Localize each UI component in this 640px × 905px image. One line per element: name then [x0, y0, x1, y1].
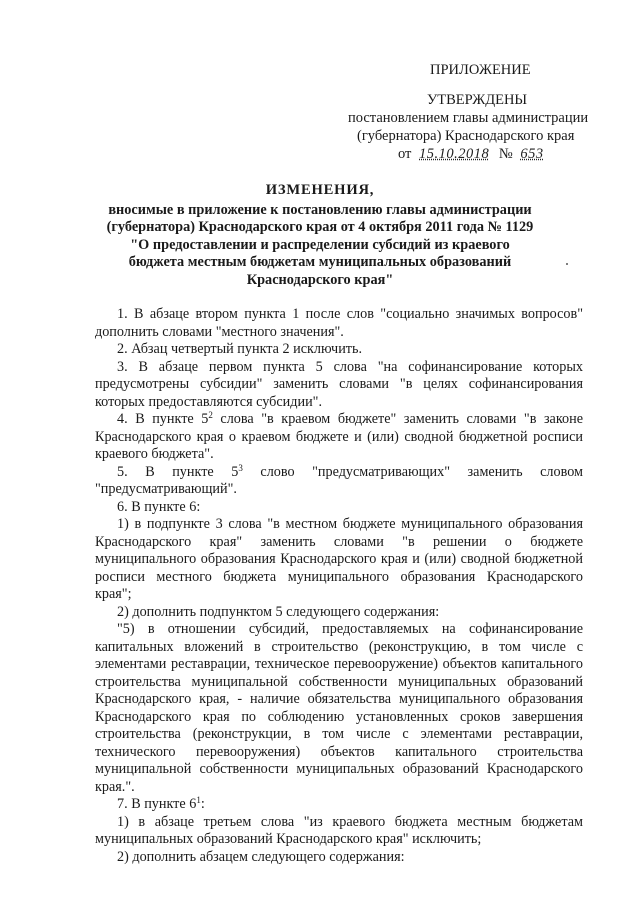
paragraph-5-sup: 3: [238, 462, 243, 473]
paragraph-6-item-2: 2) дополнить подпунктом 5 следующего содержания:: [117, 603, 440, 620]
document-title: [60, 182, 580, 289]
document-body: [95, 306, 583, 866]
paragraph-6: 6. В пункте 6:: [117, 498, 201, 515]
title-line-2: (губернатора) Краснодарского края от 4 октября 2011 года № 1129: [106, 219, 534, 235]
paragraph-3: 3. В абзаце первом пункта 5 слова "на софинансирование которых предусмотрены субсидии" заменить словами "в целях софинансирования которых предоставляются субсидии".: [95, 358, 583, 410]
paragraph-4-sup: 2: [208, 410, 213, 420]
paragraph-7-end: :: [200, 796, 205, 812]
paragraph-7-item-2: 2) дополнить абзацем следующего содержания:: [117, 848, 405, 865]
paragraph-5-start: 5. В пункте 5: [117, 463, 239, 480]
paragraph-6-item-1: 1) в подпункте 3 слова "в местном бюджете муниципального образования Краснодарского края" заменить словами "в решении о бюджете муниципального образования Краснодарского края и (или) сводной бюджетной росписи местного бюджета муниципального образования Краснодарского края";: [95, 516, 583, 602]
paragraph-7-sup: 1: [196, 795, 201, 805]
approval-date-line: [398, 146, 544, 163]
title-heading: ИЗМЕНЕНИЯ,: [265, 182, 375, 198]
paragraph-5-end: слово "предусматривающих" заменить словом "предусматривающий".: [95, 463, 583, 497]
title-line-3: "О предоставлении и распределении субсидий из краевого: [130, 236, 510, 253]
approval-number: 653: [520, 146, 544, 162]
number-label: №: [498, 146, 513, 162]
approval-line-2: (губернатора) Краснодарского края: [357, 128, 575, 144]
paragraph-1: 1. В абзаце втором пункта 1 после слов "социально значимых вопросов" дополнить словами "местного значения".: [95, 306, 583, 340]
paragraph-6-item-2-text: "5) в отношении субсидий, предоставляемых на софинансирование капитальных вложений в строительство (реконструкцию, в том числе с элементами реставрации, техническое перевооружение) объектов капитального строительства муниципальной собственности муниципальных образований Краснодарского края, - наличие обязательства муниципального образования Краснодарского края по соблюдению установленных сроков завершения строительства (реконструкции, в том числе с элементами реставрации, технического перевооружения) объектов капитального строительства муниципальной собственности муниципальных образований Краснодарского края.".: [95, 621, 583, 795]
paragraph-4-start: 4. В пункте 5: [117, 411, 209, 427]
paragraph-4: [95, 411, 583, 464]
title-line-4: бюджета местным бюджетам муниципальных образований: [128, 254, 512, 270]
approval-line-1: постановлением главы администрации: [348, 110, 589, 126]
paragraph-7-start: 7. В пункте 6: [117, 796, 197, 812]
appendix-label: ПРИЛОЖЕНИЕ: [430, 62, 531, 78]
paragraph-4-end: слова "в краевом бюджете" заменить словами "в законе Краснодарского края о краевом бюджете и (или) сводной бюджетной росписи краевого бюджета".: [95, 411, 584, 462]
paragraph-2: 2. Абзац четвертый пункта 2 исключить.: [117, 341, 363, 357]
paragraph-7-item-1: 1) в абзаце третьем слова "из краевого бюджета местным бюджетам муниципальных образований Краснодарского края" исключить;: [95, 813, 583, 847]
approval-date: 15.10.2018: [419, 146, 490, 162]
from-label: от: [398, 146, 412, 162]
scan-speck: [566, 263, 568, 265]
title-line-5: Краснодарского края": [246, 271, 394, 288]
paragraph-5: [95, 464, 583, 499]
approved-label: УТВЕРЖДЕНЫ: [427, 92, 528, 108]
paragraph-7: [95, 796, 583, 814]
title-line-1: вносимые в приложение к постановлению главы администрации: [108, 201, 532, 218]
